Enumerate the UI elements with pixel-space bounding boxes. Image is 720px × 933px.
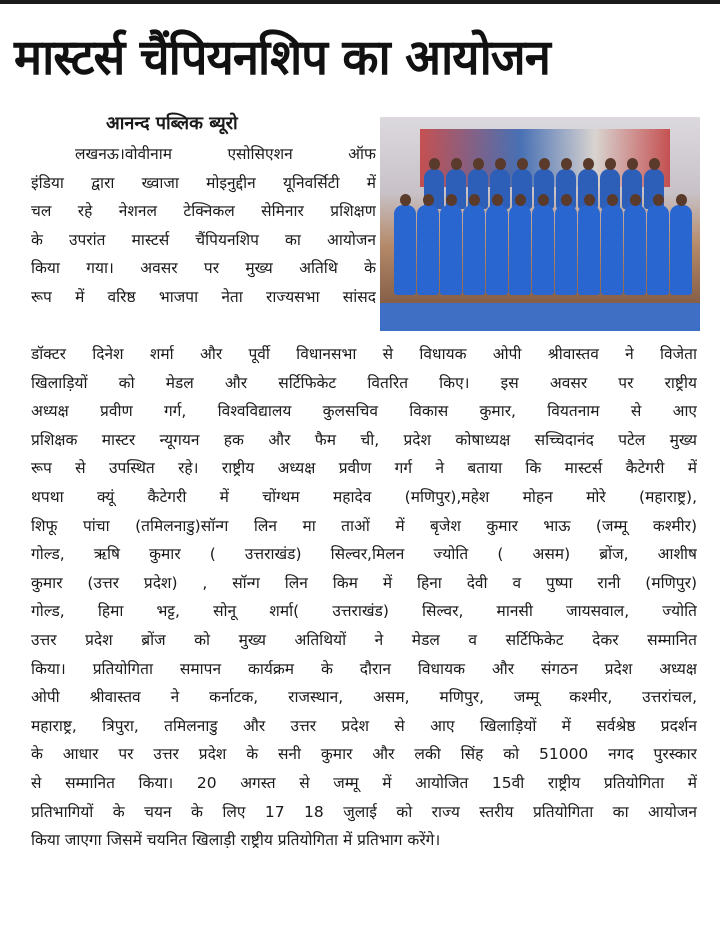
photo-person <box>578 205 600 295</box>
photo-person-head <box>653 194 664 206</box>
photo-person-head <box>423 194 434 206</box>
photo-person-head <box>583 158 594 170</box>
column-line: के उपरांत मास्टर्स चैंपियनशिप का आयोजन <box>31 230 376 249</box>
body-line: किया जाएगा जिसमें चयनित खिलाड़ी राष्ट्रीय प्रतियोगिता में प्रतिभाग करेंगे। <box>31 831 441 850</box>
photo-person <box>440 205 462 295</box>
body-line: अध्यक्ष प्रवीण गर्ग, विश्वविद्यालय कुलसचिव विकास कुमार, वियतनाम से आए <box>31 402 697 421</box>
photo-person <box>601 205 623 295</box>
photo-person <box>394 205 416 295</box>
photo-person-head <box>492 194 503 206</box>
article-full-width-text <box>31 340 697 855</box>
photo-person <box>555 205 577 295</box>
photo-person-head <box>446 194 457 206</box>
body-line: महाराष्ट्र, त्रिपुरा, तमिलनाडु और उत्तर प्रदेश से आए खिलाड़ियों में सर्वश्रेष्ठ प्रदर्शन <box>31 716 697 735</box>
column-line: रूप में वरिष्ठ भाजपा नेता राज्यसभा सांसद <box>31 287 376 306</box>
body-line: डॉक्टर दिनेश शर्मा और पूर्वी विधानसभा से विधायक ओपी श्रीवास्तव ने विजेता <box>31 345 697 363</box>
photo-person-head <box>630 194 641 206</box>
group-photo <box>380 117 700 331</box>
body-line: खिलाड़ियों को मेडल और सर्टिफिकेट वितरित किए। इस अवसर पर राष्ट्रीय <box>31 373 697 392</box>
body-line: गोल्ड, हिमा भट्ट, सोनू शर्मा( उत्तराखंड) सिल्वर, मानसी जायसवाल, ज्योति <box>31 602 697 621</box>
photo-person <box>486 205 508 295</box>
body-line: कुमार (उत्तर प्रदेश) , सॉन्ग लिन किम में हिना देवी व पुष्पा रानी (मणिपुर) <box>31 573 697 592</box>
byline: आनन्द पब्लिक ब्यूरो <box>106 113 238 134</box>
body-line: प्रशिक्षक मास्टर न्यूगयन हक और फैम ची, प्रदेश कोषाध्यक्ष सच्चिदानंद पटेल मुख्य <box>31 430 697 449</box>
top-rule <box>0 0 720 4</box>
photo-person <box>463 205 485 295</box>
body-line: उत्तर प्रदेश ब्रोंज को मुख्य अतिथियों ने मेडल व सर्टिफिकेट देकर सम्मानित <box>31 630 697 649</box>
body-line: गोल्ड, ऋषि कुमार ( उत्तराखंड) सिल्वर,मिलन ज्योति ( असम) ब्रोंज, आशीष <box>31 545 697 564</box>
headline: मास्टर्स चैंपियनशिप का आयोजन <box>14 29 550 86</box>
photo-person <box>647 205 669 295</box>
photo-person-head <box>517 158 528 170</box>
photo-person-head <box>584 194 595 206</box>
photo-person-head <box>495 158 506 170</box>
body-line: प्रतिभागियों के चयन के लिए 17 18 जुलाई को राज्य स्तरीय प्रतियोगिता का आयोजन <box>31 802 697 821</box>
body-line: थपथा क्यूं कैटेगरी में चोंग्थम महादेव (मणिपुर),महेश मोहन मोरे (महाराष्ट्र), <box>31 487 697 506</box>
column-line: किया गया। अवसर पर मुख्य अतिथि के <box>31 259 376 277</box>
body-line: के आधार पर उत्तर प्रदेश के सनी कुमार और लकी सिंह को 51000 नगद पुरस्कार <box>31 745 697 764</box>
photo-person-head <box>607 194 618 206</box>
photo-person-head <box>515 194 526 206</box>
photo-person-head <box>561 194 572 206</box>
column-line: चल रहे नेशनल टेक्निकल सेमिनार प्रशिक्षण <box>31 202 376 220</box>
photo-person-head <box>539 158 550 170</box>
photo-person <box>532 205 554 295</box>
photo-person-head <box>676 194 687 206</box>
photo-person <box>670 205 692 295</box>
photo-person <box>624 205 646 295</box>
photo-person-head <box>627 158 638 170</box>
photo-floor <box>380 303 700 331</box>
photo-person-head <box>605 158 616 170</box>
photo-person-head <box>538 194 549 206</box>
article-column-text <box>31 140 376 311</box>
photo-person-head <box>561 158 572 170</box>
photo-person-head <box>429 158 440 170</box>
photo-person <box>509 205 531 295</box>
body-line: शिफू पांचा (तमिलनाडु)सॉन्ग लिन मा ताओं में बृजेश कुमार भाऊ (जम्मू कश्मीर) <box>31 516 697 535</box>
body-line: से सम्मानित किया। 20 अगस्त से जम्मू में आयोजित 15वी राष्ट्रीय प्रतियोगिता में <box>31 773 697 792</box>
column-line: लखनऊ।वोवीनाम एसोसिएशन ऑफ <box>75 145 376 163</box>
body-line: ओपी श्रीवास्तव ने कर्नाटक, राजस्थान, असम, मणिपुर, जम्मू कश्मीर, उत्तरांचल, <box>31 688 697 707</box>
column-line: इंडिया द्वारा ख्वाजा मोइनुद्दीन यूनिवर्सिटी में <box>31 173 376 192</box>
photo-person-head <box>400 194 411 206</box>
photo-person-head <box>649 158 660 170</box>
photo-person-head <box>451 158 462 170</box>
body-line: रूप से उपस्थित रहे। राष्ट्रीय अध्यक्ष प्रवीण गर्ग ने बताया कि मास्टर्स कैटेगरी में <box>31 459 697 478</box>
body-line: किया। प्रतियोगिता समापन कार्यक्रम के दौरान विधायक और संगठन प्रदेश अध्यक्ष <box>31 659 697 678</box>
photo-person-head <box>469 194 480 206</box>
photo-person <box>417 205 439 295</box>
photo-person-head <box>473 158 484 170</box>
